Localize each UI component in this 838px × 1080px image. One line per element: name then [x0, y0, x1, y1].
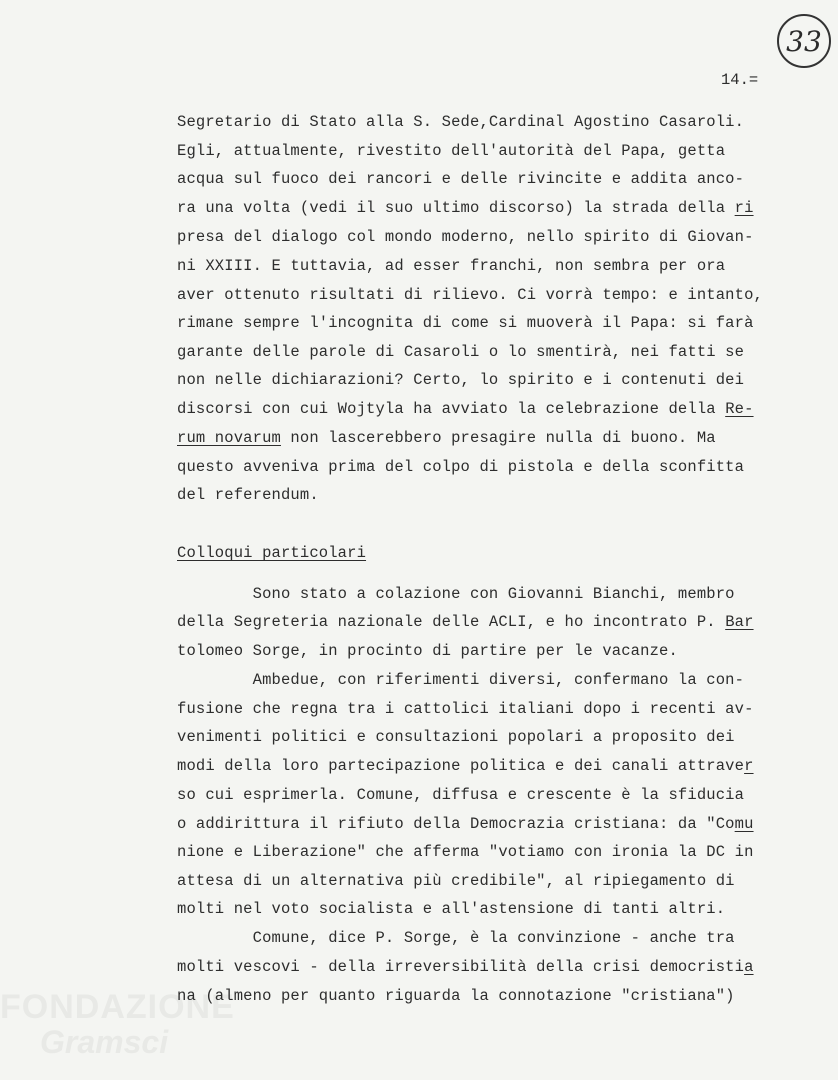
- watermark-logo: FONDAZIONE: [0, 988, 235, 1026]
- page-number: 14.=: [721, 71, 759, 89]
- section-heading: Colloqui particolari: [177, 544, 367, 562]
- text-line: Ambedue, con riferimenti diversi, confermano la con-: [177, 671, 745, 689]
- text-line: rimane sempre l'incognita di come si muoverà il Papa: si farà: [177, 314, 754, 332]
- text-line: o addirittura il rifiuto della Democrazia cristiana: da "Comu: [177, 815, 754, 833]
- stamp-number: 33: [786, 24, 822, 58]
- text-line: modi della loro partecipazione politica e dei canali attraver: [177, 757, 754, 775]
- text-line: tolomeo Sorge, in procinto di partire per le vacanze.: [177, 642, 678, 660]
- text-line: ni XXIII. E tuttavia, ad esser franchi, non sembra per ora: [177, 257, 726, 275]
- archive-stamp: [777, 14, 831, 68]
- text-line: garante delle parole di Casaroli o lo smentirà, nei fatti se: [177, 343, 745, 361]
- text-line: Comune, dice P. Sorge, è la convinzione - anche tra: [177, 929, 735, 947]
- text-line: molti nel voto socialista e all'astensione di tanti altri.: [177, 900, 726, 918]
- text-line: aver ottenuto risultati di rilievo. Ci vorrà tempo: e intanto,: [177, 286, 763, 304]
- text-line: na (almeno per quanto riguarda la connotazione "cristiana"): [177, 987, 735, 1005]
- watermark-logo-script: Gramsci: [40, 1024, 169, 1060]
- text-line: della Segreteria nazionale delle ACLI, e ho incontrato P. Bar: [177, 613, 754, 631]
- text-line: discorsi con cui Wojtyla ha avviato la celebrazione della Re-: [177, 400, 754, 418]
- text-line: nione e Liberazione" che afferma "votiamo con ironia la DC in: [177, 843, 754, 861]
- text-line: venimenti politici e consultazioni popolari a proposito dei: [177, 728, 735, 746]
- text-line: rum novarum non lascerebbero presagire nulla di buono. Ma: [177, 429, 716, 447]
- text-line: questo avveniva prima del colpo di pistola e della sconfitta: [177, 458, 745, 476]
- text-line: acqua sul fuoco dei rancori e delle rivincite e addita anco-: [177, 170, 745, 188]
- text-line: Egli, attualmente, rivestito dell'autorità del Papa, getta: [177, 142, 726, 160]
- text-line: Sono stato a colazione con Giovanni Bianchi, membro: [177, 585, 735, 603]
- text-line: del referendum.: [177, 486, 319, 504]
- text-line: attesa di un alternativa più credibile", al ripiegamento di: [177, 872, 735, 890]
- text-line: fusione che regna tra i cattolici italiani dopo i recenti av-: [177, 700, 754, 718]
- text-line: so cui esprimerla. Comune, diffusa e crescente è la sfiducia: [177, 786, 745, 804]
- text-line: Segretario di Stato alla S. Sede,Cardinal Agostino Casaroli.: [177, 113, 745, 131]
- text-line: non nelle dichiarazioni? Certo, lo spirito e i contenuti dei: [177, 371, 745, 389]
- text-line: ra una volta (vedi il suo ultimo discorso) la strada della ri: [177, 199, 754, 217]
- text-line: presa del dialogo col mondo moderno, nello spirito di Giovan-: [177, 228, 754, 246]
- text-line: molti vescovi - della irreversibilità della crisi democristia: [177, 958, 754, 976]
